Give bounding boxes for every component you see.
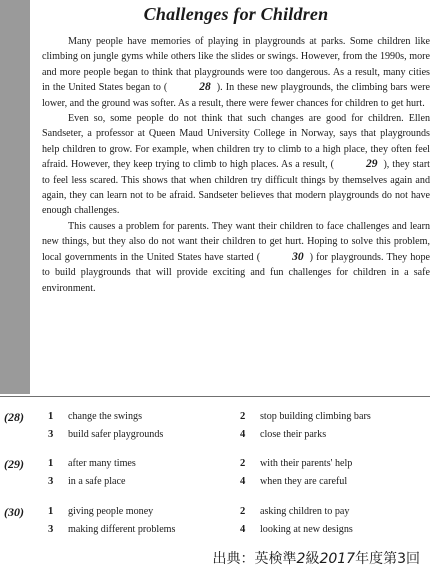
option-text[interactable]: giving people money [68,506,154,517]
option-number: 1 [48,458,54,469]
option-text[interactable]: close their parks [260,429,327,440]
option-number: 1 [48,411,54,422]
blank-28: 28 [199,81,211,94]
paragraph-2-after: ), they start to feel less scared. This shows that when children try difficult things by themselves again and again, they can learn not to be afraid. Sandseter believes that modern playgrounds do not have enough challenges. [42,159,430,217]
option-number: 2 [240,411,246,422]
option-text[interactable]: with their parents' help [260,458,353,469]
option-text[interactable]: after many times [68,458,136,469]
source-middle: 級 [305,551,320,567]
blank-30: 30 [292,250,304,263]
option-number: 3 [48,524,54,535]
passage-title: Challenges for Children [143,4,329,24]
paragraph-1 [42,34,430,111]
section-divider [0,396,430,397]
option-text[interactable]: in a safe place [68,476,126,487]
paragraph-1-before: Many people have memories of playing in playgrounds at parks. Some children like climbing on jungle gyms while others like the slides or swings. However, from the 1990s, more and more people began to think that playgrounds were too dangerous. As a result, many cities in the United States began to ( [42,36,430,94]
option-number: 4 [240,476,246,487]
source-citation [213,548,420,568]
paragraph-2 [42,111,430,219]
option-number: 1 [48,506,54,517]
option-number: 2 [240,506,246,517]
option-number: 4 [240,429,246,440]
paragraph-1-after: ). In these new playgrounds, the climbing bars were lower, and the ground was softer. As a result, there were fewer chances for children to get hurt. [42,82,430,109]
option-number: 3 [48,429,54,440]
option-number: 3 [48,476,54,487]
question-number: (29) [4,457,24,471]
passage-body [42,34,430,296]
option-text[interactable]: stop building climbing bars [260,411,371,422]
option-number: 2 [240,458,246,469]
question-number: (30) [4,505,24,519]
option-text[interactable]: build safer playgrounds [68,429,164,440]
blank-29: 29 [365,158,378,171]
option-text[interactable]: making different problems [68,524,176,535]
source-grade: 2 [296,551,306,567]
source-suffix: 年度第3回 [355,551,420,567]
paragraph-3-before: This causes a problem for parents. They want their children to face challenges and learn new things, but they also do not want their children to get hurt. Hoping to solve this problem, local governments in the United States have started ( [42,220,430,263]
paragraph-3 [42,219,430,296]
option-text[interactable]: looking at new designs [260,524,353,535]
source-year: 2017 [319,551,356,567]
option-text[interactable]: when they are careful [260,476,348,487]
paragraph-3-after: ) for playgrounds. They hope to build playgrounds that will provide exciting and fun challenges for children in a safe environment. [42,251,430,294]
option-number: 4 [240,524,246,535]
side-bar [0,0,30,394]
option-text[interactable]: asking children to pay [260,506,350,517]
paragraph-2-before: Even so, some people do not think that such changes are good for children. Ellen Sandseter, a professor at Queen Maud University College in Norway, says that playgrounds help children to grow. For example, when children try to climb to a high place, they often feel afraid. However, they keep trying to climb to high places. As a result, ( [42,113,430,171]
question-number: (28) [4,410,24,424]
option-text[interactable]: change the swings [68,411,143,422]
source-prefix: 出典：英検準 [212,551,297,567]
